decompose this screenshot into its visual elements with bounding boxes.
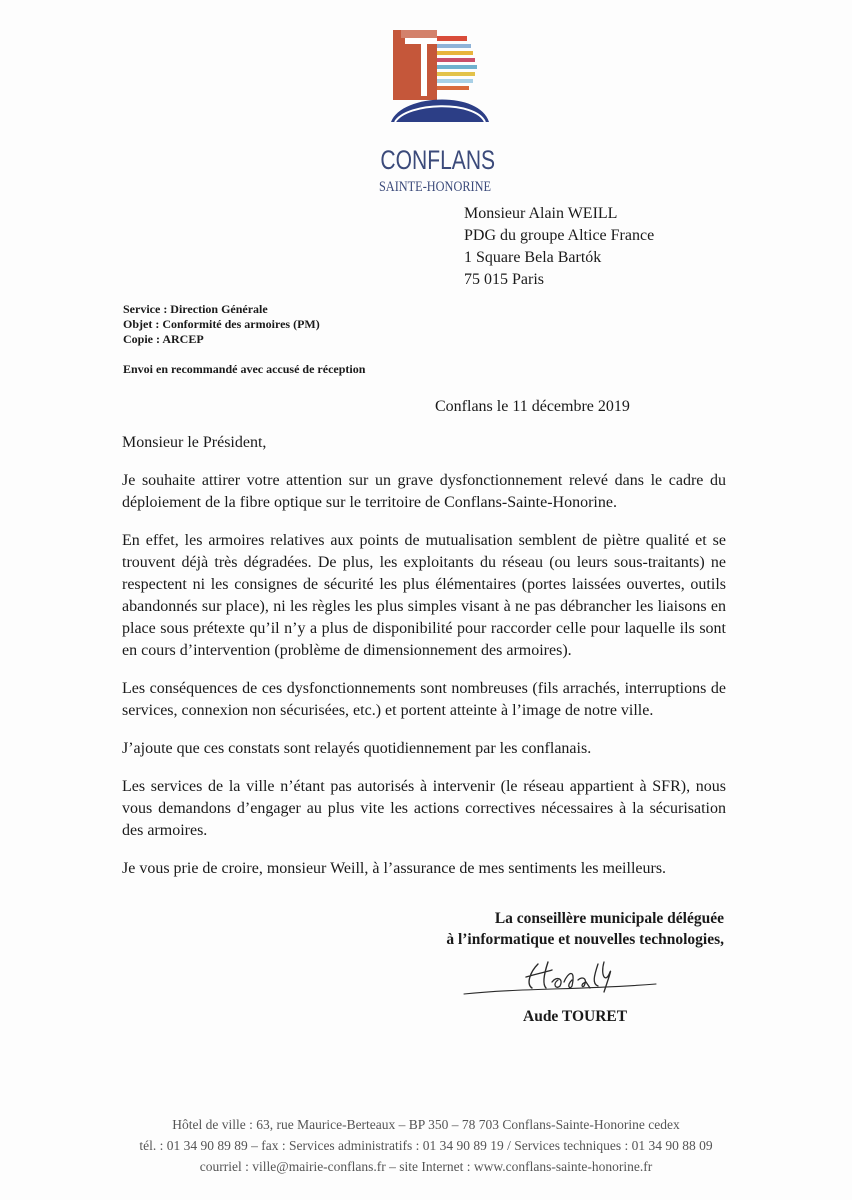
letter-footer — [60, 1114, 792, 1177]
letter-date: Conflans le 11 décembre 2019 — [435, 398, 630, 415]
recipient-street: 1 Square Bela Bartók — [464, 249, 602, 266]
paragraph: En effet, les armoires relatives aux points de mutualisation semblent de piètre qualité et se trouvent déjà très dégradées. De plus, les exploitants du réseau (ou leurs sous-traitants) ne respectent ni les consignes de sécurité les plus élémentaires (portes laissées ouvertes, outils abandonnés sur place), ni les règles les plus simples visant à ne pas débrancher les liaisons en place sous prétexte qu’il n’y a plus de disponibilité pour raccorder celle pour laquelle ils sont en cours d’intervention (problème de dimensionnement des armoires). — [122, 532, 726, 659]
meta-copie: Copie : ARCEP — [123, 332, 204, 346]
footer-phones: tél. : 01 34 90 89 89 – fax : Services administratifs : 01 34 90 89 19 / Services techniques : 01 34 90 88 09 — [139, 1138, 713, 1153]
paragraph: Les conséquences de ces dysfonctionnements sont nombreuses (fils arrachés, interruptions de services, connexion non sécurisées, etc.) et portent atteinte à l’image de notre ville. — [122, 680, 726, 719]
paragraph: Je souhaite attirer votre attention sur un grave dysfonctionnement relevé dans le cadre du déploiement de la fibre optique sur le territoire de Conflans-Sainte-Honorine. — [122, 472, 726, 511]
paragraph: Je vous prie de croire, monsieur Weill, à l’assurance de mes sentiments les meilleurs. — [122, 860, 667, 877]
letter-meta — [123, 302, 320, 347]
footer-address: Hôtel de ville : 63, rue Maurice-Berteaux – BP 350 – 78 703 Conflans-Sainte-Honorine cedex — [172, 1117, 680, 1132]
meta-objet: Objet : Conformité des armoires (PM) — [123, 317, 320, 331]
signature-role-line1: La conseillère municipale déléguée — [494, 910, 724, 927]
recipient-title: PDG du groupe Altice France — [464, 227, 655, 244]
salutation: Monsieur le Président, — [122, 434, 267, 451]
handwritten-signature — [460, 950, 660, 1000]
signature-role-line2: à l’informatique et nouvelles technologies, — [446, 931, 724, 948]
logo-subtitle: SAINTE-HONORINE — [378, 179, 492, 195]
recipient-city: 75 015 Paris — [464, 271, 544, 288]
paragraph: J’ajoute que ces constats sont relayés quotidiennement par les conflanais. — [122, 740, 592, 757]
conflans-emblem-icon — [391, 28, 491, 123]
letter-body — [122, 432, 726, 896]
logo-name: CONFLANS — [380, 145, 496, 175]
meta-envoi: Envoi en recommandé avec accusé de réception — [123, 362, 366, 376]
recipient-name: Monsieur Alain WEILL — [464, 205, 618, 222]
paragraph: Les services de la ville n’étant pas autorisés à intervenir (le réseau appartient à SFR), nous vous demandons d’engager au plus vite les actions correctives nécessaires à la sécurisation des armoires. — [122, 778, 726, 839]
footer-contact: courriel : ville@mairie-conflans.fr – site Internet : www.conflans-sainte-honorine.fr — [199, 1159, 653, 1174]
recipient-address — [464, 203, 654, 291]
signer-name: Aude TOURET — [523, 1008, 628, 1025]
meta-service: Service : Direction Générale — [123, 302, 268, 316]
